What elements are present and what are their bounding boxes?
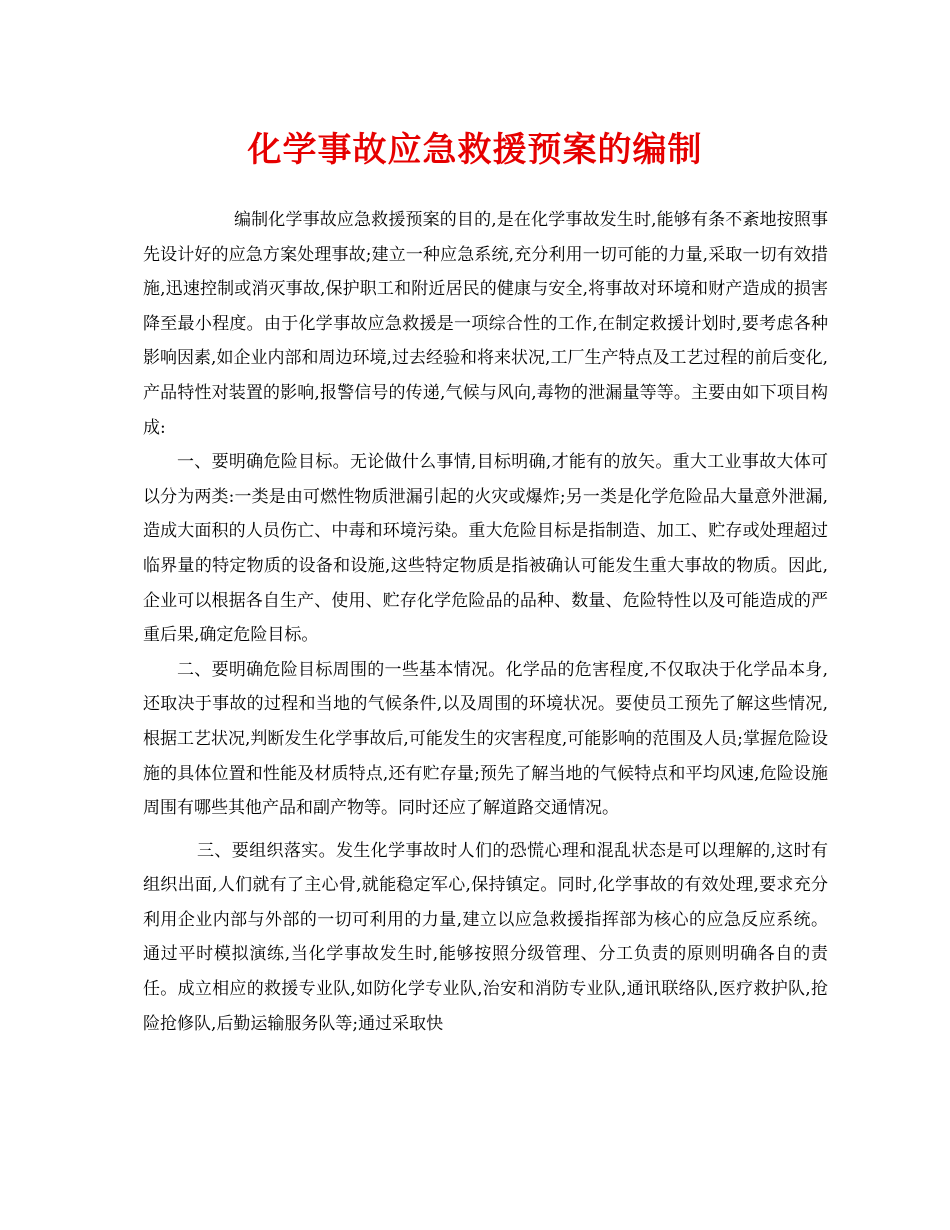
document-title: 化学事故应急救援预案的编制 <box>247 130 703 170</box>
paragraph-section-3: 三、要组织落实。发生化学事故时人们的恐慌心理和混乱状态是可以理解的,这时有组织出面,人们就有了主心骨,就能稳定军心,保持镇定。同时,化学事故的有效处理,要求充分利用企业内部与外部的一切可利用的力量,建立以应急救援指挥部为核心的应急反应系统。通过平时模拟演练,当化学事故发生时,能够按照分级管理、分工负责的原则明确各自的责任。成立相应的救援专业队,如防化学专业队,治安和消防专业队,通讯联络队,医疗救护队,抢险抢修队,后勤运输服务队等;通过采取快 <box>143 840 828 1034</box>
paragraph-section-2: 二、要明确危险目标周围的一些基本情况。化学品的危害程度,不仅取决于化学品本身,还取决于事故的过程和当地的气候条件,以及周围的环境状况。要使员工预先了解这些情况,根据工艺状况,判断发生化学事故后,可能发生的灾害程度,可能影响的范围及人员;掌握危险设施的具体位置和性能及材质特点,还有贮存量;预先了解当地的气候特点和平均风速,危险设施周围有哪些其他产品和副产物等。同时还应了解道路交通情况。 <box>143 659 828 819</box>
paragraph-intro: 编制化学事故应急救援预案的目的,是在化学事故发生时,能够有条不紊地按照事先设计好的应急方案处理事故;建立一种应急系统,充分利用一切可能的力量,采取一切有效措施,迅速控制或消灭事故,保护职工和附近居民的健康与安全,将事故对环境和财产造成的损害降至最小程度。由于化学事故应急救援是一项综合性的工作,在制定救援计划时,要考虑各种影响因素,如企业内部和周边环境,过去经验和将来状况,工厂生产特点及工艺过程的前后变化,产品特性对装置的影响,报警信号的传递,气候与风向,毒物的泄漏量等等。主要由如下项目构成: <box>143 210 828 438</box>
document-body <box>143 203 828 1041</box>
paragraph-section-1: 一、要明确危险目标。无论做什么事情,目标明确,才能有的放矢。重大工业事故大体可以分为两类:一类是由可燃性物质泄漏引起的火灾或爆炸;另一类是化学危险品大量意外泄漏,造成大面积的人员伤亡、中毒和环境污染。重大危险目标是指制造、加工、贮存或处理超过临界量的特定物质的设备和设施,这些特定物质是指被确认可能发生重大事故的物质。因此,企业可以根据各自生产、使用、贮存化学危险品的品种、数量、危险特性以及可能造成的严重后果,确定危险目标。 <box>143 452 828 646</box>
